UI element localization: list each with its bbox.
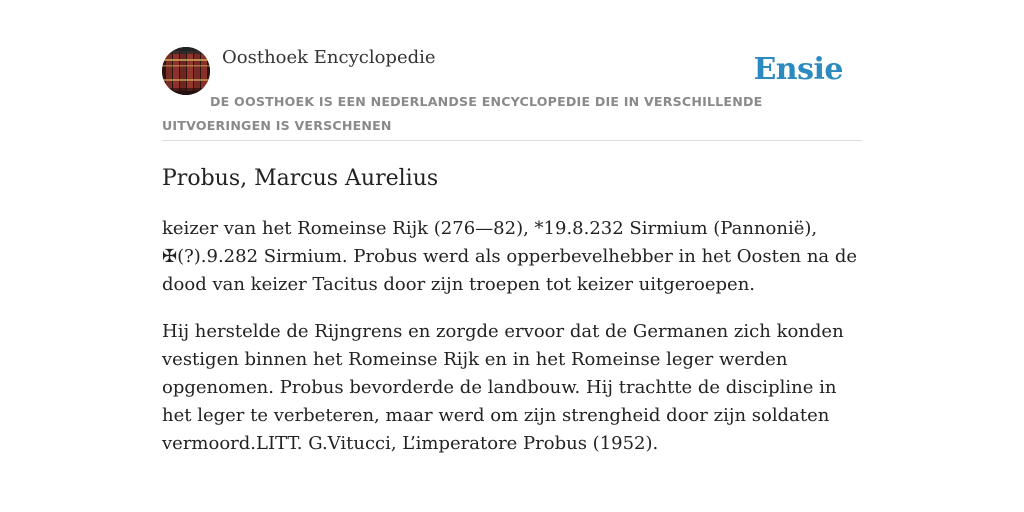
site-title[interactable]: Oosthoek Encyclopedie (222, 47, 436, 68)
article (162, 162, 862, 458)
article-paragraph: Hij herstelde de Rijngrens en zorgde ervoor dat de Germanen zich konden vestigen binnen het Romeinse Rijk en in het Romeinse leger werden opgenomen. Probus bevorderde de landbouw. Hij trachtte de discipline in het leger te verbeteren, maar werd om zijn strengheid door zijn soldaten vermoord.LITT. G.Vitucci, L’imperatore Probus (1952). (162, 321, 844, 454)
book-spines-icon[interactable] (162, 47, 210, 95)
site-header (162, 46, 862, 141)
site-tagline: DE OOSTHOEK IS EEN NEDERLANDSE ENCYCLOPEDIE DIE IN VERSCHILLENDE UITVOERINGEN IS VERSCHENEN (162, 94, 763, 133)
article-title: Probus, Marcus Aurelius (162, 166, 439, 191)
brand-logo[interactable]: Ensie (753, 52, 843, 87)
article-paragraph: keizer van het Romeinse Rijk (276—82), *19.8.232 Sirmium (Pannonië), ✠(?).9.282 Sirmium. Probus werd als opperbevelhebber in het Oosten na de dood van keizer Tacitus door zijn troepen tot keizer uitgeroepen. (162, 218, 858, 295)
